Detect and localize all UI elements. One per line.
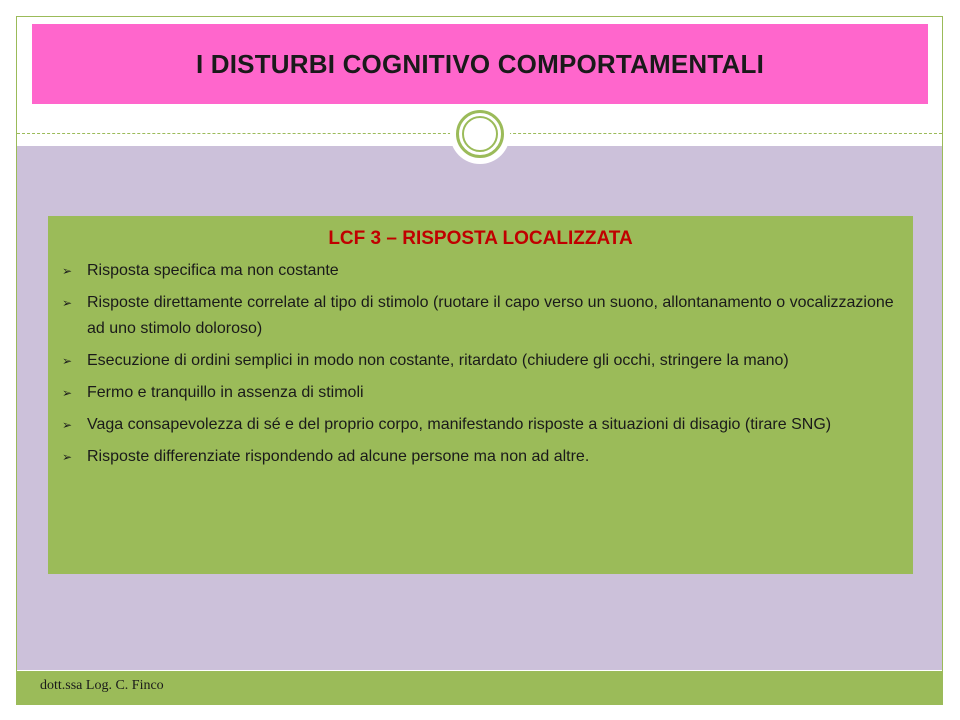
arrow-bullet-icon: ➢ xyxy=(62,354,73,368)
list-item-text: Risposta specifica ma non costante xyxy=(87,262,339,279)
list-item xyxy=(62,412,899,438)
list-item xyxy=(62,348,899,374)
bullet-list xyxy=(62,258,899,470)
list-item xyxy=(62,290,899,342)
list-item-text: Fermo e tranquillo in assenza di stimoli xyxy=(87,384,364,401)
arrow-bullet-icon: ➢ xyxy=(62,450,73,464)
footer-author: dott.ssa Log. C. Finco xyxy=(40,678,164,693)
list-item xyxy=(62,380,899,406)
decorative-circle-inner xyxy=(462,116,498,152)
list-item-text: Risposte differenziate rispondendo ad alcune persone ma non ad altre. xyxy=(87,448,590,465)
arrow-bullet-icon: ➢ xyxy=(62,418,73,432)
list-item xyxy=(62,258,899,284)
section-heading: LCF 3 – RISPOSTA LOCALIZZATA xyxy=(328,228,633,249)
title-band xyxy=(32,24,928,104)
arrow-bullet-icon: ➢ xyxy=(62,264,73,278)
list-item-text: Vaga consapevolezza di sé e del proprio corpo, manifestando risposte a situazioni di disagio (tirare SNG) xyxy=(87,416,832,433)
arrow-bullet-icon: ➢ xyxy=(62,296,73,310)
slide-title: I DISTURBI COGNITIVO COMPORTAMENTALI xyxy=(195,48,765,79)
arrow-bullet-icon: ➢ xyxy=(62,386,73,400)
list-item-text: Risposte direttamente correlate al tipo di stimolo (ruotare il capo verso un suono, allontanamento o vocalizzazione ad uno stimolo doloroso) xyxy=(87,294,894,337)
content-box xyxy=(48,216,913,574)
list-item xyxy=(62,444,899,470)
list-item-text: Esecuzione di ordini semplici in modo non costante, ritardato (chiudere gli occhi, stringere la mano) xyxy=(87,352,789,369)
